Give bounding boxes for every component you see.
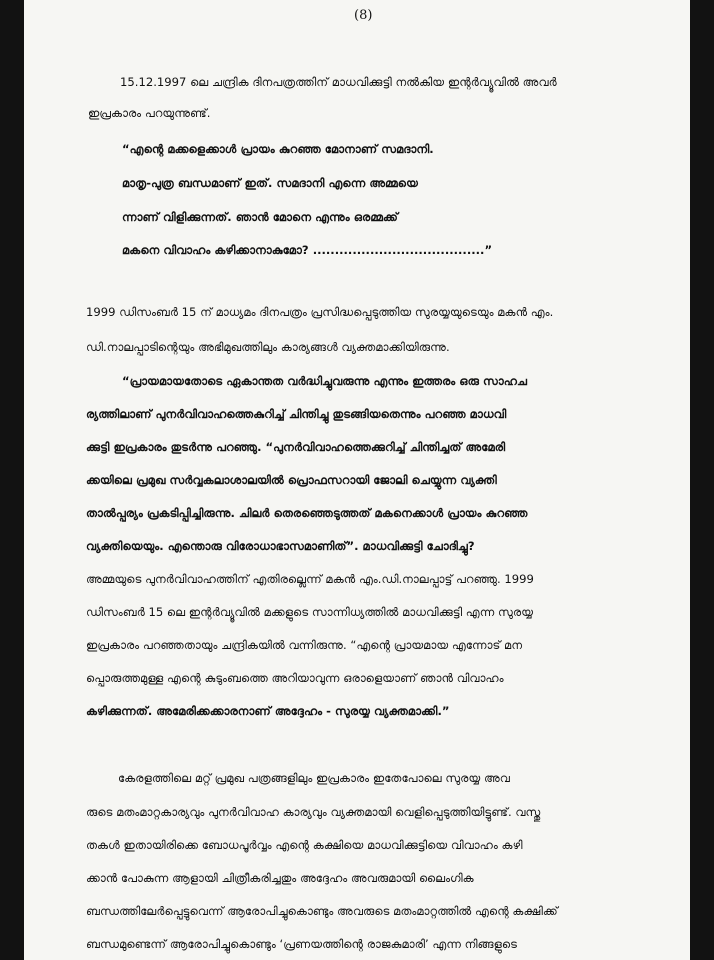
text-line: ക്കയിലെ പ്രമുഖ സർവ്വകലാശാലയിൽ പ്രൊഫസറായി ജോലി ചെയ്യുന്ന വ്യക്തി [86, 473, 497, 487]
text-line: “പ്രായമായതോടെ ഏകാന്തത വർദ്ധിച്ചുവരുന്നു എന്നും ഇത്തരം ഒരു സാഹച [122, 374, 528, 388]
text-line: പ്പൊരുത്തമുള്ള എന്റെ കുടുംബത്തെ അറിയാവുന്ന ഒരാളെയാണ് ഞാൻ വിവാഹം [86, 671, 504, 685]
text-line: അമ്മയുടെ പുനർവിവാഹത്തിന് എതിരല്ലെന്ന് മകൻ എം.ഡി.നാലപ്പാട്ട് പറഞ്ഞു. 1999 [86, 572, 534, 586]
text-line: ഡിസംബർ 15 ലെ ഇന്റർവ്യൂവിൽ മക്കളുടെ സാന്നിധ്യത്തിൽ മാധവിക്കുട്ടി എന്ന സുരയ്യ [86, 605, 534, 619]
text-line: ര്യത്തിലാണ് പുനർവിവാഹത്തെകുറിച്ച് ചിന്തിച്ചു തുടങ്ങിയതെന്നും പറഞ്ഞ മാധവി [86, 407, 507, 421]
text-line: ബന്ധമുണ്ടെന്ന് ആരോപിച്ചുകൊണ്ടും ‘പ്രണയത്തിന്റെ രാജകുമാരി’ എന്ന നിങ്ങളുടെ [86, 937, 518, 951]
text-line: വ്യക്തിയെയും. എന്തൊരു വിരോധാഭാസമാണിത്”. മാധവിക്കുട്ടി ചോദിച്ചു? [86, 539, 475, 553]
text-line: ന്നാണ് വിളിക്കുന്നത്. ഞാൻ മോനെ എന്നും ഒരമ്മക്ക് [122, 210, 398, 224]
text-line: “എന്റെ മക്കളെക്കാൾ പ്രായം കുറഞ്ഞ മോനാണ് സമദാനി. [122, 142, 434, 156]
text-line: ബന്ധത്തിലേർപ്പെട്ടുവെന്ന് ആരോപിച്ചുകൊണ്ടും അവരുടെ മതംമാറ്റത്തിൽ എന്റെ കക്ഷിക്ക് [86, 904, 558, 918]
page-number: (8) [354, 8, 373, 23]
text-line: മാതൃ-പുത്ര ബന്ധമാണ് ഇത്. സമദാനി എന്നെ അമ്മയെ [122, 176, 418, 190]
text-line: മകനെ വിവാഹം കഴിക്കാനാകുമോ? .......................................” [122, 243, 493, 257]
text-line: തകൾ ഇതായിരിക്കെ ബോധപൂർവ്വം എന്റെ കക്ഷിയെ മാധവിക്കുട്ടിയെ വിവാഹം കഴി [86, 838, 523, 852]
text-line: ക്കാൻ പോകുന്ന ആളായി ചിത്രീകരിച്ചതും അദ്ദേഹം അവരുമായി ലൈംഗിക [86, 871, 474, 885]
text-line: രുടെ മതംമാറ്റകാര്യവും പുനർവിവാഹ കാര്യവും വ്യക്തമായി വെളിപ്പെടുത്തിയിട്ടുണ്ട്. വസ്തു [86, 805, 541, 819]
document-page [24, 0, 690, 960]
text-line: ക്കുട്ടി ഇപ്രകാരം തുടർന്നു പറഞ്ഞു. “പുനർവിവാഹത്തെക്കുറിച്ച് ചിന്തിച്ചത് അമേരി [86, 440, 506, 454]
text-line: ഇപ്രകാരം പറഞ്ഞതായും ചന്ദ്രികയിൽ വന്നിരുന്നു. “എന്റെ പ്രായമായ എന്നോട് മന [86, 638, 523, 652]
text-line: താൽപ്പര്യം പ്രകടിപ്പിച്ചിരുന്നു. ചിലർ തെരഞ്ഞെടുത്തത് മകനെക്കാൾ പ്രായം കുറഞ്ഞ [86, 506, 528, 520]
text-line: ഡി.നാലപ്പാടിന്റെയും അഭിമുഖത്തിലും കാര്യങ്ങൾ വ്യക്തമാക്കിയിരുന്നു. [86, 340, 450, 354]
text-line: കഴിക്കുന്നത്. അമേരിക്കക്കാരനാണ് അദ്ദേഹം - സുരയ്യ വ്യക്തമാക്കി.” [86, 704, 450, 718]
text-line: കേരളത്തിലെ മറ്റ് പ്രമുഖ പത്രങ്ങളിലും ഇപ്രകാരം ഇതേപോലെ സുരയ്യ അവ [118, 771, 510, 785]
text-line: 1999 ഡിസംബർ 15 ന് മാധ്യമം ദിനപത്രം പ്രസിദ്ധപ്പെടുത്തിയ സുരയ്യയുടെയും മകൻ എം. [86, 305, 554, 319]
text-line: ഇപ്രകാരം പറയുന്നുണ്ട്. [88, 106, 211, 120]
text-line: 15.12.1997 ലെ ചന്ദ്രിക ദിനപത്രത്തിന് മാധവിക്കുട്ടി നൽകിയ ഇന്റർവ്യൂവിൽ അവർ [120, 75, 557, 89]
